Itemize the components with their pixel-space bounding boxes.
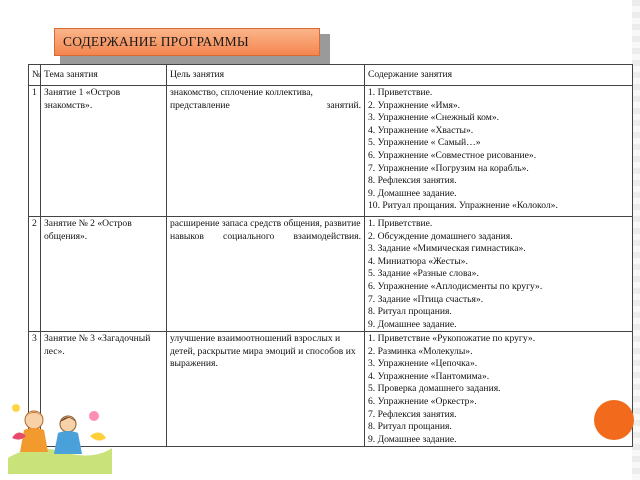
program-table [28, 64, 633, 447]
list-item: 2. Упражнение «Имя». [368, 99, 461, 111]
list-item: 1. Приветствие. [368, 218, 433, 229]
flower-icon [89, 411, 99, 421]
list-item: 8. Рефлексия занятия. [368, 175, 457, 187]
content-list [368, 218, 629, 330]
list-item: 8. Ритуал прощания. [368, 421, 452, 433]
list-item: 9. Домашнее задание. [368, 187, 457, 199]
list-item: 1. Приветствие. [368, 87, 433, 98]
list-item: 6. Упражнение «Оркестр». [368, 395, 477, 407]
slide-title: СОДЕРЖАНИЕ ПРОГРАММЫ [54, 28, 320, 56]
list-item: 4. Упражнение «Хвасты». [368, 124, 474, 136]
list-item: 9. Домашнее задание. [368, 318, 457, 330]
row-content [365, 86, 633, 217]
list-item: 6. Упражнение «Совместное рисование». [368, 149, 537, 161]
header-content: Содержание занятия [365, 65, 633, 86]
content-list [368, 333, 629, 445]
row-content [365, 217, 633, 332]
decorative-edge-strip [632, 0, 640, 480]
row-number: 2 [29, 217, 41, 332]
row-goal: расширение запаса средств общения, развитие навыков социального взаимодействия. [167, 217, 365, 332]
row-goal: знакомство, сплочение коллектива, представление занятий. [167, 86, 365, 217]
children-clipart [4, 398, 116, 474]
flower-icon [90, 432, 106, 440]
row-goal: улучшение взаимоотношений взрослых и детей, раскрытие мира эмоций и способов их выражения. [167, 332, 365, 447]
list-item: 9. Домашнее задание. [368, 433, 457, 445]
list-item: 3. Упражнение «Цепочка». [368, 358, 478, 370]
table-row [29, 86, 633, 217]
content-list [368, 87, 629, 213]
list-item: 7. Упражнение «Погрузим на корабль». [368, 162, 529, 174]
row-number: 3 [29, 332, 41, 447]
row-topic: Занятие № 3 «Загадочный лес». [41, 332, 167, 447]
list-item: 5. Проверка домашнего задания. [368, 383, 501, 395]
list-item: 4. Миниатюра «Жесты». [368, 255, 468, 267]
list-item: 6. Упражнение «Аплодисменты по кругу». [368, 280, 543, 292]
orange-circle-decoration [594, 400, 634, 440]
list-item: 5. Упражнение « Самый…» [368, 137, 481, 149]
child-face-icon [25, 411, 43, 429]
list-item: 2. Разминка «Молекулы». [368, 345, 473, 357]
row-content [365, 332, 633, 447]
flower-icon [12, 404, 20, 412]
child-body-icon [20, 428, 48, 452]
list-item: 1. Приветствие «Рукопожатие по кругу». [368, 333, 536, 344]
header-topic: Тема занятия [41, 65, 167, 86]
list-item: 5. Задание «Разные слова». [368, 268, 479, 280]
list-item: 7. Задание «Птица счастья». [368, 293, 484, 305]
list-item: 4. Упражнение «Пантомима». [368, 370, 490, 382]
list-item: 3. Упражнение «Снежный ком». [368, 112, 500, 124]
row-topic: Занятие 1 «Остров знакомств». [41, 86, 167, 217]
row-number: 1 [29, 86, 41, 217]
list-item: 2. Обсуждение домашнего задания. [368, 230, 513, 242]
table-header-row [29, 65, 633, 86]
list-item: 8. Ритуал прощания. [368, 306, 452, 318]
list-item: 7. Рефлексия занятия. [368, 408, 457, 420]
table-row [29, 332, 633, 447]
table-row [29, 217, 633, 332]
list-item: 10. Ритуал прощания. Упражнение «Колокол». [368, 200, 558, 212]
child-body-icon [54, 431, 82, 454]
header-number: № [29, 65, 41, 86]
list-item: 3. Задание «Мимическая гимнастика». [368, 243, 526, 255]
child-face-icon [60, 416, 76, 432]
row-topic: Занятие № 2 «Остров общения». [41, 217, 167, 332]
header-goal: Цель занятия [167, 65, 365, 86]
